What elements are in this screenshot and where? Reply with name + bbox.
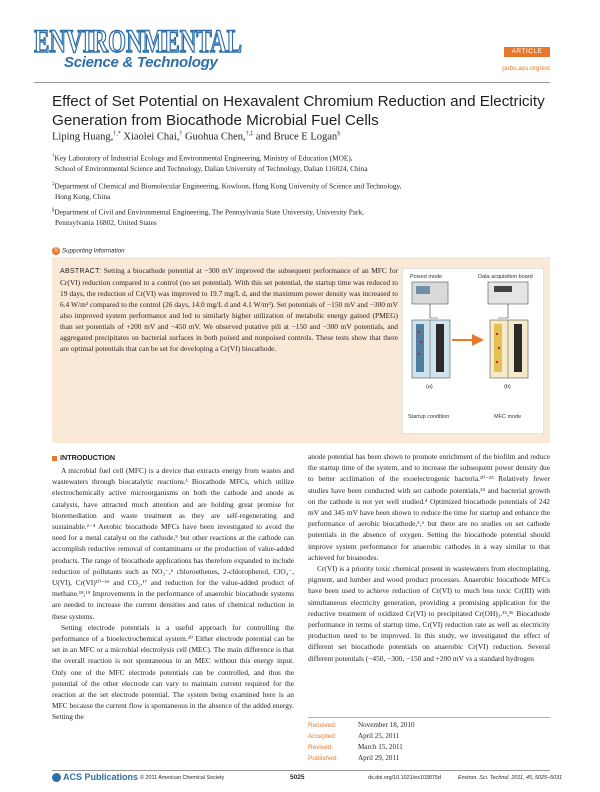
abstract-body: Setting a biocathode potential at −300 mV improved the subsequent performance of an MFC for Cr(VI) reduction compared to a control (no set potential). With this set potential, the startup time was reduced to 19 days, the reduction of Cr(VI) was improved to 19.7 mg/L d, and the maximum power density was increased to 6.4 W/m³ compared to the control (26 days, 14.0 mg/L d and 4.1 W/m³). Set potentials of −150 mV and −300 mV also improved system performance and led to similarly higher utilization of metabolic energy gained (PMEG) than set potentials of +200 mV and −450 mV. We observed putative pili at −150 and −300 mV potentials, and aggregated precipitates on bacterial surfaces in both poised and nonpoised controls. These tests show that there are optimal potentials that can be set for developing a Cr(VI) biocathode.	[60, 266, 398, 353]
paragraph: Setting electrode potentials is a useful approach for controlling the performance of a bioelectrochemical system.²⁰ Either electrode potential can be set in an MFC or a microbial electrolysis cell (MEC). The main difference is that the overall reaction is not spontaneous in an MEC without this energy input. Only one of the MFC electrode potentials can be controlled, and thus the potential of the other electrode can vary to maintain current required for the reaction at the set electrode potential. The system being examined here is an MFC because the current flow is spontaneous in the absence of the added energy. Setting the	[52, 622, 294, 722]
affiliation-text: Department of Chemical and Biomolecular Engineering, Kowloon, Hong Kong University of Science and Technology,	[54, 181, 402, 191]
affiliation-2	[52, 180, 552, 203]
date-published: Published: April 29, 2011	[308, 754, 400, 762]
affiliation-symbol: §	[52, 208, 55, 213]
article-title: Effect of Set Potential on Hexavalent Chromium Reduction and Electricity Generation from Biocathode Microbial Fuel Cells	[52, 93, 545, 129]
copyright-notice: © 2011 American Chemical Society	[140, 775, 225, 781]
affiliation-3	[52, 206, 552, 229]
paragraph: Cr(VI) is a priority toxic chemical present in wastewaters from electroplating, pigment, and lumber and wood product processes. Anaerobic biocathode MFCs have been used to achieve reduction of Cr(VI) to much less toxic Cr(III) with simultaneous electricity generation, providing a promising application for the reductive treatment of oxidized Cr(VI) to precipitated Cr(OH)₃.¹⁵,²⁶ Biocathode performance in terms of startup time, Cr(VI) reduction rate as well as electricity production need to be improved. In this study, we investigated the effect of different set biocathode potentials on anaerobic Cr(VI) reduction. Several different potentials (−450, −300, −150 and +200 mV vs a standard hydrogen	[308, 564, 550, 663]
author-name[interactable]: Liping Huang,	[52, 131, 114, 143]
paragraph: anode potential has been shown to promote enrichment of the biofilm and reduce the startup time of the system, and to increase the subsequent power density due to better acclimation of the exoelectrogenic bacteria.²⁰⁻²³ Relatively fewer studies have been conducted with set cathode potentials,²⁴ and bacterial growth on the cathode is not yet well studied.⁴ Optimized biocathode potentials of 242 mV and 345 mV have been shown to reduce the time for startup and enhance the performance of aerobic biocathode,⁵,⁶ but there are no studies on set cathode potentials in the absence of oxygen. Setting the biocathode potential should improve system performance for anaerobic cathodes in a way similar to that achieved for bioanodes.	[308, 452, 550, 562]
journal-citation: Environ. Sci. Technol. 2011, 45, 5025–5031	[458, 775, 562, 781]
author-name[interactable]: Guohua Chen,	[185, 131, 246, 143]
abstract-label: ABSTRACT:	[60, 268, 102, 275]
abstract-text	[60, 266, 398, 355]
page-number: 5025	[290, 774, 305, 781]
author-affiliation-mark: †,‡	[245, 131, 254, 137]
toc-label-b: (b)	[504, 384, 511, 390]
affiliation-symbol: †	[52, 154, 55, 159]
author-name[interactable]: and Bruce E Logan	[255, 131, 338, 143]
date-received: Received: November 18, 2010	[308, 721, 415, 729]
affiliation-symbol: ‡	[52, 182, 55, 187]
author-affiliation-mark: †	[179, 131, 183, 137]
toc-label-mfc: MFC mode	[494, 414, 522, 420]
footer-divider	[52, 770, 550, 771]
journal-url-link[interactable]: pubs.acs.org/est	[502, 65, 550, 72]
acs-logo-icon	[52, 773, 61, 782]
author-affiliation-mark: †,*	[113, 131, 121, 137]
body-column-left	[52, 465, 294, 723]
affiliation-text: Pennsylvania 16802, United States	[55, 218, 157, 228]
journal-logo-text: ENVIRONMENTAL	[34, 24, 242, 56]
toc-label-startup: Startup condition	[408, 414, 450, 420]
header-divider	[34, 82, 550, 83]
date-accepted: Accepted: April 25, 2011	[308, 732, 400, 740]
affiliation-text: School of Environmental Science and Technology, Dalian University of Technology, Dalian 116024, China	[55, 164, 368, 174]
toc-label-a: (a)	[426, 384, 433, 390]
publisher-logo[interactable]: ACS Publications	[52, 772, 138, 782]
affiliation-text: Department of Civil and Environmental Engineering, The Pennsylvania State University, University Park,	[54, 207, 364, 217]
section-heading-text: INTRODUCTION	[60, 453, 116, 462]
paragraph: A microbial fuel cell (MFC) is a device that extracts energy from wastes and wastewaters through biocatalytic reactions.¹ Biocathode MFCs, which utilize electrochemically active microorganisms on both the cathode and anode as catalysts, have attracted much attention and are holding great promise for bioremediation and waste treatment as they are self-regenerating and sustainable.²⁻⁴ Aerobic biocathode MFCs have been investigated to avoid the need for a metal catalyst on the cathode,⁵ but other reactions at the cathode can accomplish reductive removal of contaminants or the production of value-added products. The range of biocathode applications has therefore expanded to include reduction of pollutants such as NO₃⁻,⁶ chloroethenes, 2-chlorophenol, ClO₄⁻, U(VI), Cr(VI)¹⁰⁻¹⁶ and CO₂,¹⁷ and reduction for the value-added product of methane.¹⁸,¹⁹ Improvements in the performance of anaerobic biocathode systems are needed to increase the current densities and rates of chemical reduction in these systems.	[52, 466, 294, 621]
affiliation-text: Key Laboratory of Industrial Ecology and Environmental Engineering, Ministry of Education (MOE),	[54, 153, 353, 163]
body-column-right	[308, 451, 550, 664]
supporting-info-label: Supporting Information	[62, 247, 125, 255]
affiliation-text: Hong Kong, China	[55, 192, 111, 202]
affiliation-1	[52, 152, 552, 175]
supporting-information-link[interactable]	[52, 247, 125, 255]
supporting-info-icon: S	[53, 248, 58, 254]
toc-graphic	[402, 268, 544, 434]
author-list	[52, 131, 340, 143]
author-affiliation-mark: §	[337, 131, 341, 137]
date-revised: Revised: March 15, 2011	[308, 743, 403, 751]
doi-link[interactable]: dx.doi.org/10.1021/es103875d	[368, 775, 441, 781]
journal-logo-subtitle: Science & Technology	[64, 54, 218, 71]
toc-label-poised: Poised mode	[410, 274, 443, 280]
author-name[interactable]: Xiaolei Chai,	[123, 131, 180, 143]
section-bullet-icon	[52, 456, 57, 461]
article-type-badge: ARTICLE	[504, 47, 550, 57]
journal-logo	[34, 22, 244, 56]
section-heading-introduction	[52, 453, 115, 462]
toc-label-daq: Data acquisition board	[478, 274, 533, 280]
publication-dates	[308, 717, 550, 764]
